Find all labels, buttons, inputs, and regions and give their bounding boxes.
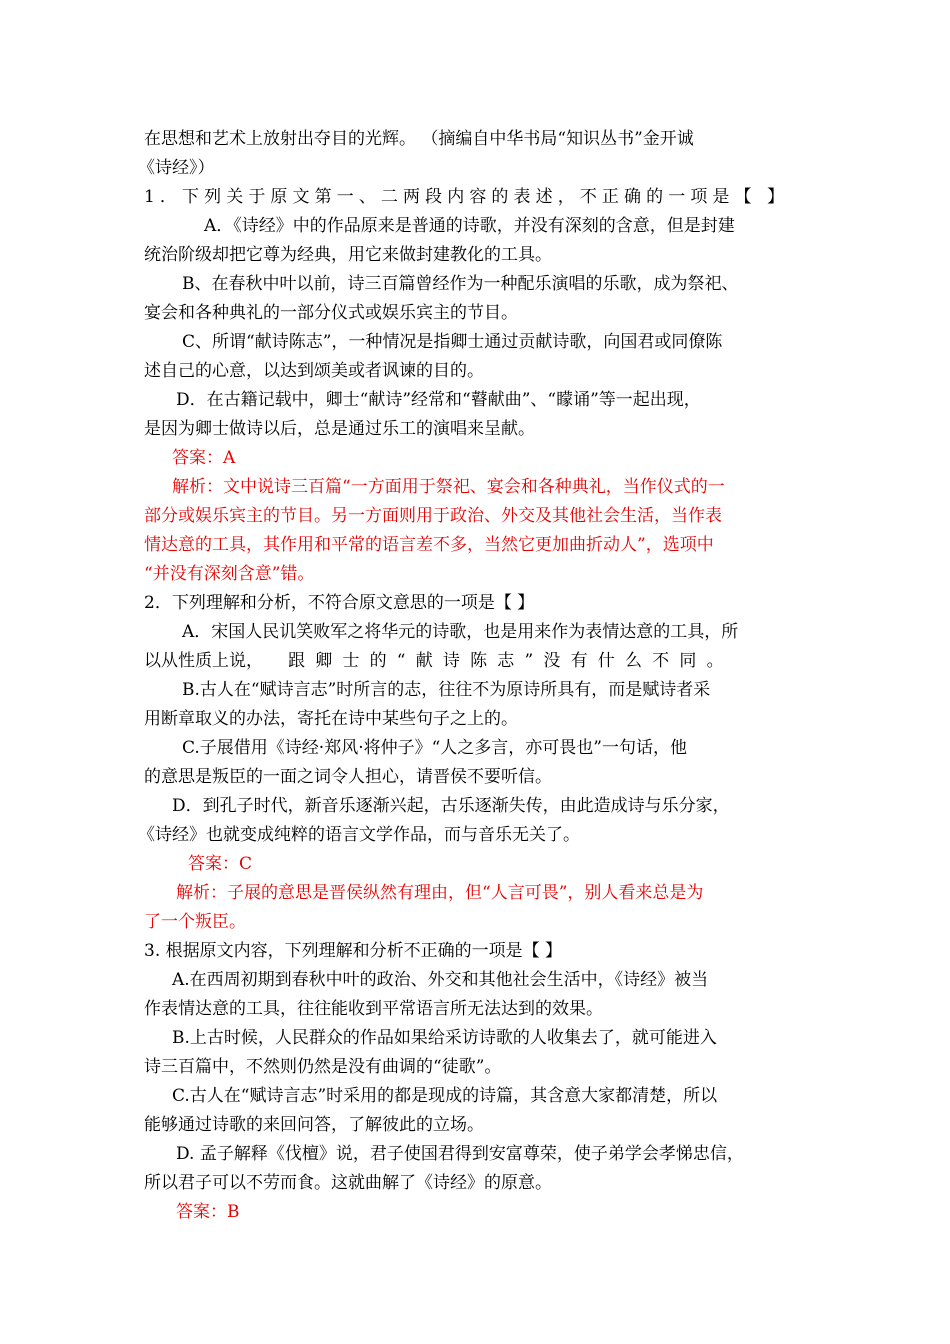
- answer-line: 答案：C: [188, 854, 253, 874]
- option-line: 宴会和各种典礼的一部分仪式或娱乐宾主的节目。: [144, 303, 518, 323]
- analysis-line: 解析：子展的意思是晋侯纵然有理由，但“人言可畏”，别人看来总是为: [176, 883, 704, 903]
- option-line: C.子展借用《诗经·郑风·将仲子》“人之多言，亦可畏也”一句话，他: [182, 738, 687, 758]
- option-line: 用断章取义的办法，寄托在诗中某些句子之上的。: [144, 709, 518, 729]
- option-line: 作表情达意的工具，往往能收到平常语言所无法达到的效果。: [144, 999, 603, 1019]
- option-line: B、在春秋中叶以前，诗三百篇曾经作为一种配乐演唱的乐歌，成为祭祀、: [182, 274, 739, 294]
- option-line: A．宋国人民讥笑败军之将华元的诗歌，也是用来作为表情达意的工具，所: [182, 622, 739, 642]
- analysis-line: 了一个叛臣。: [144, 912, 246, 932]
- option-line: 诗三百篇中，不然则仍然是没有曲调的“徒歌”。: [144, 1057, 502, 1077]
- option-line: B.上古时候，人民群众的作品如果给采访诗歌的人收集去了，就可能进入: [172, 1028, 717, 1048]
- option-line: 述自己的心意，以达到颂美或者讽谏的目的。: [144, 361, 484, 381]
- text-line: 在思想和艺术上放射出夺目的光辉。 （摘编自中华书局“知识丛书”金开诚: [144, 129, 694, 149]
- analysis-line: 部分或娱乐宾主的节目。另一方面则用于政治、外交及其他社会生活，当作表: [144, 506, 722, 526]
- question-1-stem: 1．下列关于原文第一、二两段内容的表述，不正确的一项是【 】: [144, 187, 790, 207]
- question-2-stem: 2．下列理解和分析，不符合原文意思的一项是【 】: [144, 593, 535, 613]
- option-line: 统治阶级却把它尊为经典，用它来做封建教化的工具。: [144, 245, 552, 265]
- option-line: 的意思是叛臣的一面之词令人担心，请晋侯不要听信。: [144, 767, 552, 787]
- analysis-line: 情达意的工具，其作用和平常的语言差不多，当然它更加曲折动人”，选项中: [144, 535, 714, 555]
- option-line: 《诗经》也就变成纯粹的语言文学作品，而与音乐无关了。: [138, 825, 580, 845]
- analysis-line: 解析：文中说诗三百篇“一方面用于祭祀、宴会和各种典礼，当作仪式的一: [172, 477, 725, 497]
- option-line: 所以君子可以不劳而食。这就曲解了《诗经》的原意。: [144, 1173, 552, 1193]
- option-line: 跟卿士的“献诗陈志”没有什么不同。: [288, 651, 734, 671]
- answer-line: 答案：B: [176, 1202, 240, 1222]
- option-line: D. 孟子解释《伐檀》说，君子使国君得到安富尊荣，使子弟学会孝悌忠信，: [176, 1144, 744, 1164]
- option-line: C.古人在“赋诗言志”时采用的都是现成的诗篇，其含意大家都清楚，所以: [172, 1086, 718, 1106]
- option-line: B.古人在“赋诗言志”时所言的志，往往不为原诗所具有，而是赋诗者采: [182, 680, 711, 700]
- question-3-stem: 3. 根据原文内容，下列理解和分析不正确的一项是【 】: [144, 941, 563, 961]
- option-line: C、所谓“献诗陈志”，一种情况是指卿士通过贡献诗歌，向国君或同僚陈: [182, 332, 723, 352]
- option-line: 以从性质上说，: [144, 651, 263, 671]
- option-line: D．在古籍记载中，卿士“献诗”经常和“瞽献曲”、“矇诵”等一起出现，: [176, 390, 701, 410]
- answer-line: 答案：A: [172, 448, 236, 468]
- analysis-line: “并没有深刻含意”错。: [144, 564, 315, 584]
- option-line: 是因为卿士做诗以后，总是通过乐工的演唱来呈献。: [144, 419, 535, 439]
- option-line: A.在西周初期到春秋中叶的政治、外交和其他社会生活中，《诗经》被当: [172, 970, 709, 990]
- option-line: 能够通过诗歌的来回问答，了解彼此的立场。: [144, 1115, 484, 1135]
- option-line: A．《诗经》中的作品原来是普通的诗歌，并没有深刻的含意，但是封建: [204, 216, 735, 236]
- option-line: D．到孔子时代，新音乐逐渐兴起，古乐逐渐失传，由此造成诗与乐分家，: [172, 796, 730, 816]
- text-line: 《诗经》）: [138, 158, 215, 178]
